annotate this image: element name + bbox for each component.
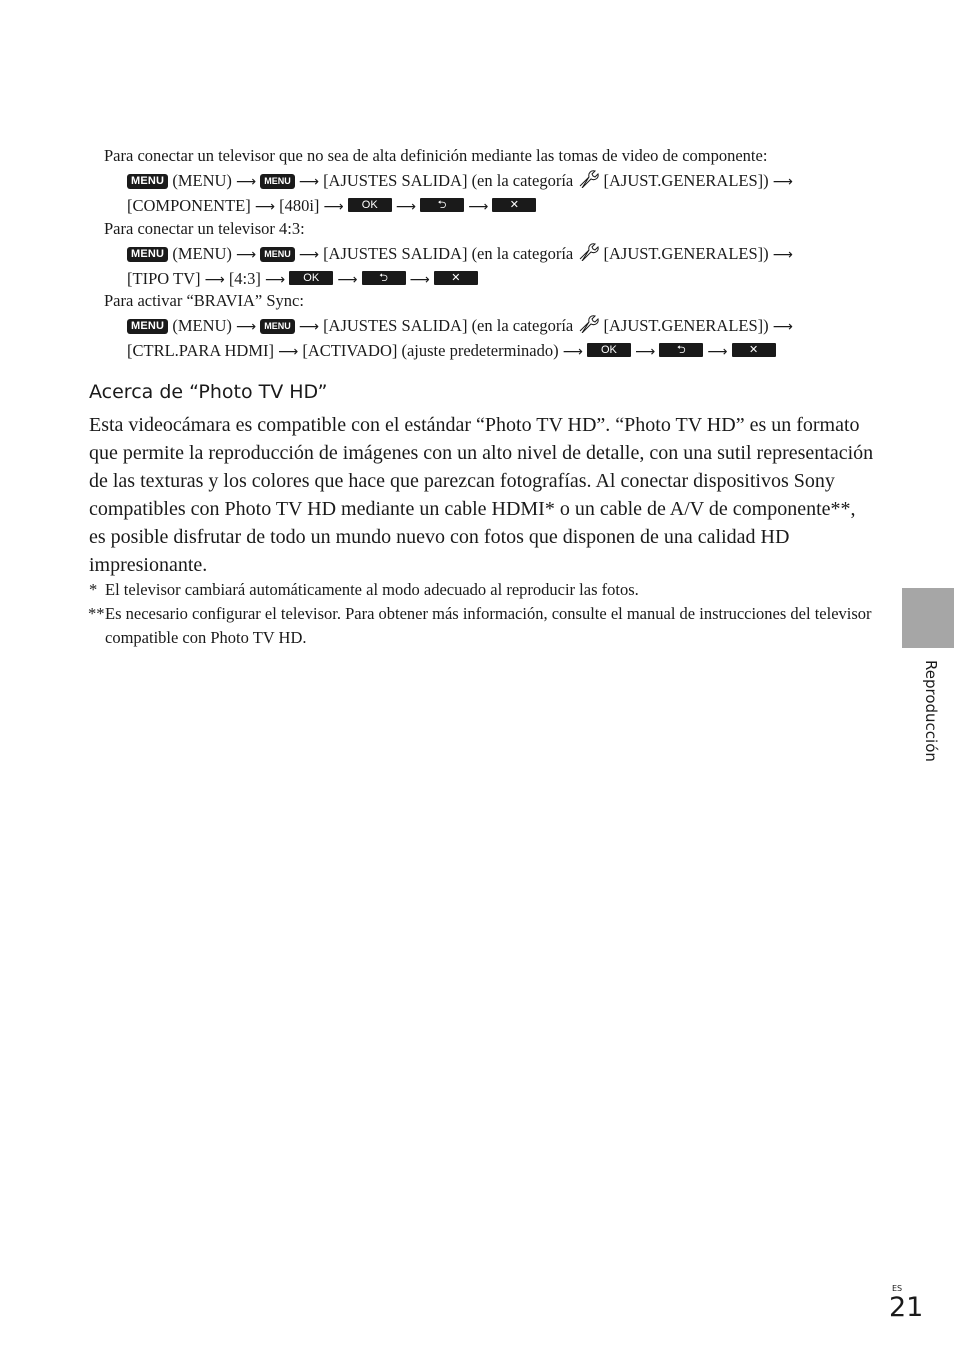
arrow-right-icon: ⟶	[772, 247, 793, 263]
menu-return-icon: MENU	[260, 247, 295, 262]
section-title: Acerca de “Photo TV HD”	[89, 381, 328, 403]
procedure-intro: Para conectar un televisor 4:3:	[104, 219, 305, 238]
body-paragraph: Esta videocámara es compatible con el estándar “Photo TV HD”. “Photo TV HD” es un formato que permite la reproducción de imágenes con un alto nivel de detalle, con una sutil representación de las texturas y los colores que hace que parezcan fotografías. Al conectar dispositivos Sony compatibles con Photo TV HD mediante un cable HDMI* o un cable de A/V de componente**, es posible disfrutar de todo un mundo nuevo con fotos que disponen de una calidad HD impresionante.	[89, 414, 874, 576]
arrow-right-icon: ⟶	[772, 174, 793, 190]
footnote-text: El televisor cambiará automáticamente al modo adecuado al reproducir las fotos.	[105, 580, 639, 599]
chapter-label: Reproducción	[922, 660, 940, 762]
arrow-right-icon: ⟶	[204, 272, 225, 288]
arrow-right-icon: ⟶	[298, 247, 319, 263]
language-code: ES	[892, 1284, 903, 1293]
procedure-4-3	[104, 217, 864, 292]
arrow-right-icon: ⟶	[337, 272, 358, 288]
back-icon: ⮌	[420, 198, 464, 212]
procedure-bravia-sync	[104, 289, 864, 364]
ok-button-icon: OK	[587, 343, 631, 357]
arrow-right-icon: ⟶	[254, 199, 275, 215]
arrow-right-icon: ⟶	[562, 344, 583, 360]
procedure-steps: MENU (MENU) ⟶ MENU ⟶ [AJUSTES SALIDA] (en la categoría [AJUST.GENERALES]) ⟶ [TIPO TV] ⟶ [4:3] ⟶ OK ⟶ ⮌ ⟶ ✕	[104, 241, 864, 292]
arrow-right-icon: ⟶	[236, 247, 257, 263]
procedure-steps: MENU (MENU) ⟶ MENU ⟶ [AJUSTES SALIDA] (en la categoría [AJUST.GENERALES]) ⟶ [COMPONENTE] ⟶ [480i] ⟶ OK ⟶ ⮌ ⟶ ✕	[104, 168, 864, 219]
footnotes	[89, 578, 879, 650]
page-number: 21	[889, 1292, 924, 1323]
footnote	[89, 602, 879, 650]
footnote	[89, 578, 879, 602]
close-icon: ✕	[434, 271, 478, 285]
footnote-mark: **	[88, 604, 105, 623]
arrow-right-icon: ⟶	[236, 319, 257, 335]
close-icon: ✕	[732, 343, 776, 357]
arrow-right-icon: ⟶	[265, 272, 286, 288]
arrow-right-icon: ⟶	[707, 344, 728, 360]
arrow-right-icon: ⟶	[468, 199, 489, 215]
arrow-right-icon: ⟶	[635, 344, 656, 360]
menu-button-icon: MENU	[127, 174, 168, 189]
footnote-text: Es necesario configurar el televisor. Para obtener más información, consulte el manual de instrucciones del televisor compatible con Photo TV HD.	[105, 604, 872, 647]
arrow-right-icon: ⟶	[278, 344, 299, 360]
arrow-right-icon: ⟶	[323, 199, 344, 215]
arrow-right-icon: ⟶	[395, 199, 416, 215]
procedure-component	[104, 144, 864, 219]
menu-button-icon: MENU	[127, 319, 168, 334]
wrench-icon	[577, 168, 599, 188]
wrench-icon	[577, 241, 599, 261]
arrow-right-icon: ⟶	[298, 174, 319, 190]
procedure-steps: MENU (MENU) ⟶ MENU ⟶ [AJUSTES SALIDA] (en la categoría [AJUST.GENERALES]) ⟶ [CTRL.PARA HDMI] ⟶ [ACTIVADO] (ajuste predeterminado) ⟶ OK ⟶ ⮌ ⟶ ✕	[104, 313, 864, 364]
arrow-right-icon: ⟶	[298, 319, 319, 335]
wrench-icon	[577, 313, 599, 333]
menu-return-icon: MENU	[260, 174, 295, 189]
back-icon: ⮌	[659, 343, 703, 357]
close-icon: ✕	[492, 198, 536, 212]
procedure-intro: Para activar “BRAVIA” Sync:	[104, 291, 304, 310]
chapter-tab	[902, 588, 954, 648]
arrow-right-icon: ⟶	[772, 319, 793, 335]
procedure-intro: Para conectar un televisor que no sea de alta definición mediante las tomas de video de componente:	[104, 146, 768, 165]
menu-button-icon: MENU	[127, 247, 168, 262]
ok-button-icon: OK	[289, 271, 333, 285]
arrow-right-icon: ⟶	[236, 174, 257, 190]
footnote-mark: *	[89, 580, 98, 599]
arrow-right-icon: ⟶	[409, 272, 430, 288]
menu-return-icon: MENU	[260, 319, 295, 334]
back-icon: ⮌	[362, 271, 406, 285]
ok-button-icon: OK	[348, 198, 392, 212]
